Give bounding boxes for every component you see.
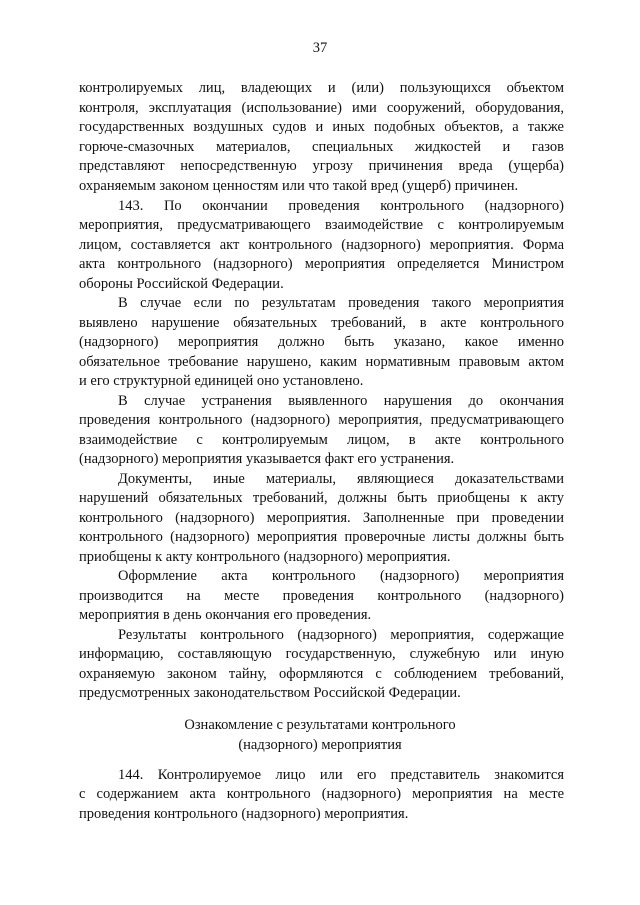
text-line: проведения контрольного (надзорного) мероприятия. — [79, 806, 409, 822]
text-line: обороны Российской Федерации. — [79, 276, 284, 292]
section-heading-line: Ознакомление с результатами контрольного — [184, 717, 456, 733]
text-line: и его структурной единицей оно установлено. — [79, 373, 364, 389]
text-line: информацию, составляющую государственную, служебную или иную — [79, 646, 564, 662]
page-number: 37 — [312, 40, 328, 56]
text-line: горюче-смазочных материалов, специальных жидкостей и газов — [79, 139, 564, 155]
text-line: мероприятия в день окончания его проведения. — [79, 607, 372, 623]
text-line: предусмотренных законодательством Российской Федерации. — [79, 685, 461, 701]
text-line: акта контрольного (надзорного) мероприятия определяется Министром — [79, 256, 564, 272]
text-line: Результаты контрольного (надзорного) мероприятия, содержащие — [118, 627, 564, 643]
text-line: 143. По окончании проведения контрольного (надзорного) — [118, 198, 564, 214]
text-line: мероприятия, предусматривающего взаимодействие с контролируемым — [79, 217, 564, 233]
section-heading-line: (надзорного) мероприятия — [238, 737, 402, 753]
text-line: проведения контрольного (надзорного) мероприятия, предусматривающего — [79, 412, 564, 428]
text-line: нарушений обязательных требований, должны быть приобщены к акту — [79, 490, 564, 506]
text-line: производится на месте проведения контрольного (надзорного) — [79, 588, 564, 604]
text-line: В случае устранения выявленного нарушения до окончания — [118, 393, 564, 409]
text-line: обязательное требование нарушено, каким нормативным правовым актом — [79, 354, 564, 370]
text-line: В случае если по результатам проведения такого мероприятия — [118, 295, 564, 311]
text-line: выявлено нарушение обязательных требований, в акте контрольного — [79, 315, 564, 331]
text-line: взаимодействие с контролируемым лицом, в акте контрольного — [79, 432, 564, 448]
text-line: контролируемых лиц, владеющих и (или) пользующихся объектом — [79, 80, 564, 96]
text-line: контрольного (надзорного) мероприятия проверочные листы должны быть — [79, 529, 564, 545]
text-line: (надзорного) мероприятия указывается факт его устранения. — [79, 451, 455, 467]
text-line: государственных воздушных судов и иных подобных объектов, а также — [79, 119, 564, 135]
text-line: контроля, эксплуатация (использование) ими сооружений, оборудования, — [79, 100, 564, 116]
text-line: (надзорного) мероприятия должно быть указано, какое именно — [79, 334, 564, 350]
text-line: Оформление акта контрольного (надзорного) мероприятия — [118, 568, 564, 584]
text-line: охраняемым законом ценностям или что такой вред (ущерб) причинен. — [79, 178, 519, 194]
text-line: 144. Контролируемое лицо или его представитель знакомится — [118, 767, 564, 783]
text-line: с содержанием акта контрольного (надзорного) мероприятия на месте — [79, 786, 564, 802]
text-line: представляют непосредственную угрозу причинения вреда (ущерба) — [79, 158, 564, 174]
text-line: лицом, составляется акт контрольного (надзорного) мероприятия. Форма — [79, 237, 564, 253]
text-line: Документы, иные материалы, являющиеся доказательствами — [118, 471, 564, 487]
text-line: приобщены к акту контрольного (надзорного) мероприятия. — [79, 549, 451, 565]
text-line: контрольного (надзорного) мероприятия. Заполненные при проведении — [79, 510, 564, 526]
text-line: охраняемую законом тайну, оформляются с соблюдением требований, — [79, 666, 564, 682]
